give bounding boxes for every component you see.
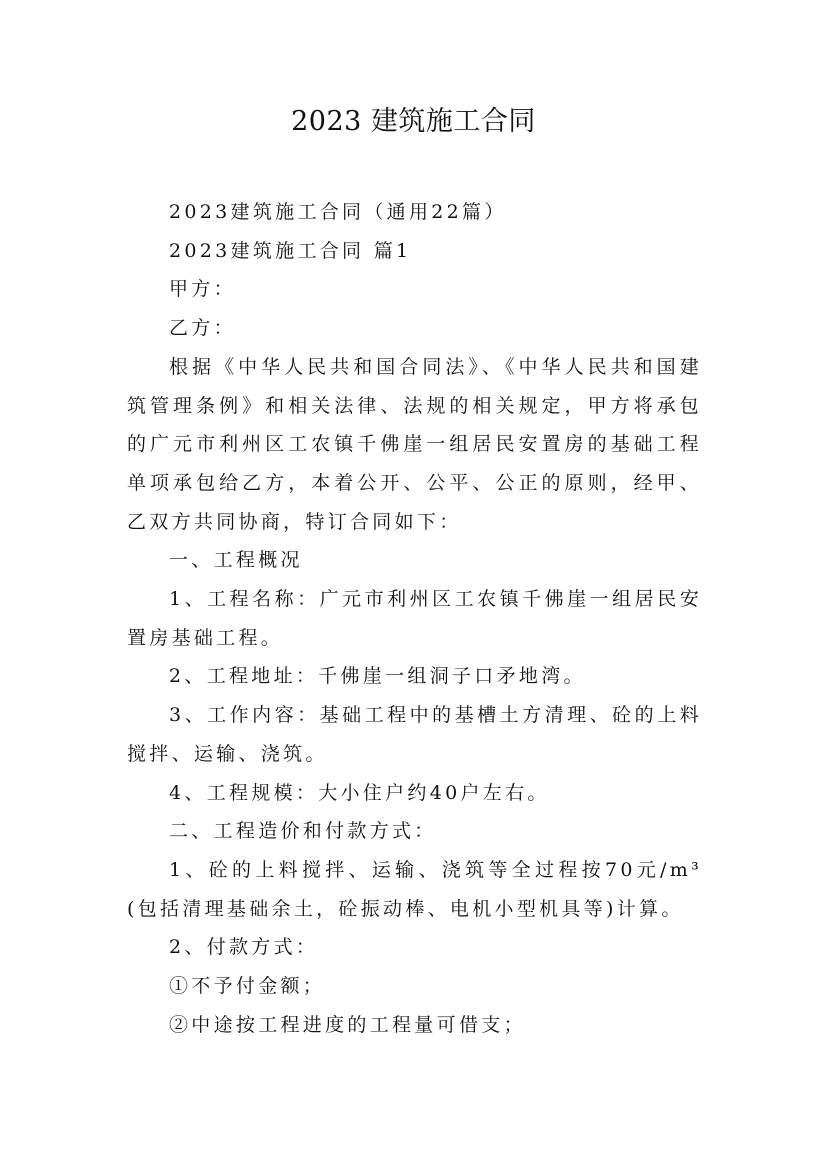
paragraph-heading-cost: 二、工程造价和付款方式： [169,820,437,843]
paragraph-party-a: 甲方： [169,278,236,301]
paragraph-payment-method: 2、付款方式： [169,936,319,959]
paragraph-section-heading: 2023建筑施工合同 篇1 [169,239,412,262]
document-title: 2023 建筑施工合同 [291,106,536,137]
paragraph-heading-overview: 一、工程概况 [169,549,303,572]
paragraph-project-name: 1、工程名称：广元市利州区工农镇千佛崖一组居民安置房基础工程。 [127,588,702,649]
document-body [127,193,702,1044]
paragraph-cost-rate: 1、砼的上料搅拌、运输、浇筑等全过程按70元/m³(包括清理基础余土，砼振动棒、电机小型机具等)计算。 [127,858,702,920]
paragraph-work-content: 3、工作内容：基础工程中的基槽土方清理、砼的上料搅拌、运输、浇筑。 [127,704,702,765]
paragraph-payment-item-1: ①不予付金额； [169,975,326,998]
paragraph-preamble: 根据《中华人民共和国合同法》、《中华人民共和国建筑管理条例》和相关法律、法规的相关规定，甲方将承包的广元市利州区工农镇千佛崖一组居民安置房的基础工程单项承包给乙方，本着公开、公平、公正的原则，经甲、乙双方共同协商，特订合同如下： [127,355,702,533]
paragraph-project-address: 2、工程地址：千佛崖一组洞子口矛地湾。 [169,665,586,688]
paragraph-subtitle: 2023建筑施工合同（通用22篇） [169,201,507,223]
paragraph-payment-item-2: ②中途按工程进度的工程量可借支； [169,1013,526,1036]
paragraph-project-scale: 4、工程规模：大小住户约40户左右。 [169,781,550,804]
paragraph-party-b: 乙方： [169,317,236,340]
